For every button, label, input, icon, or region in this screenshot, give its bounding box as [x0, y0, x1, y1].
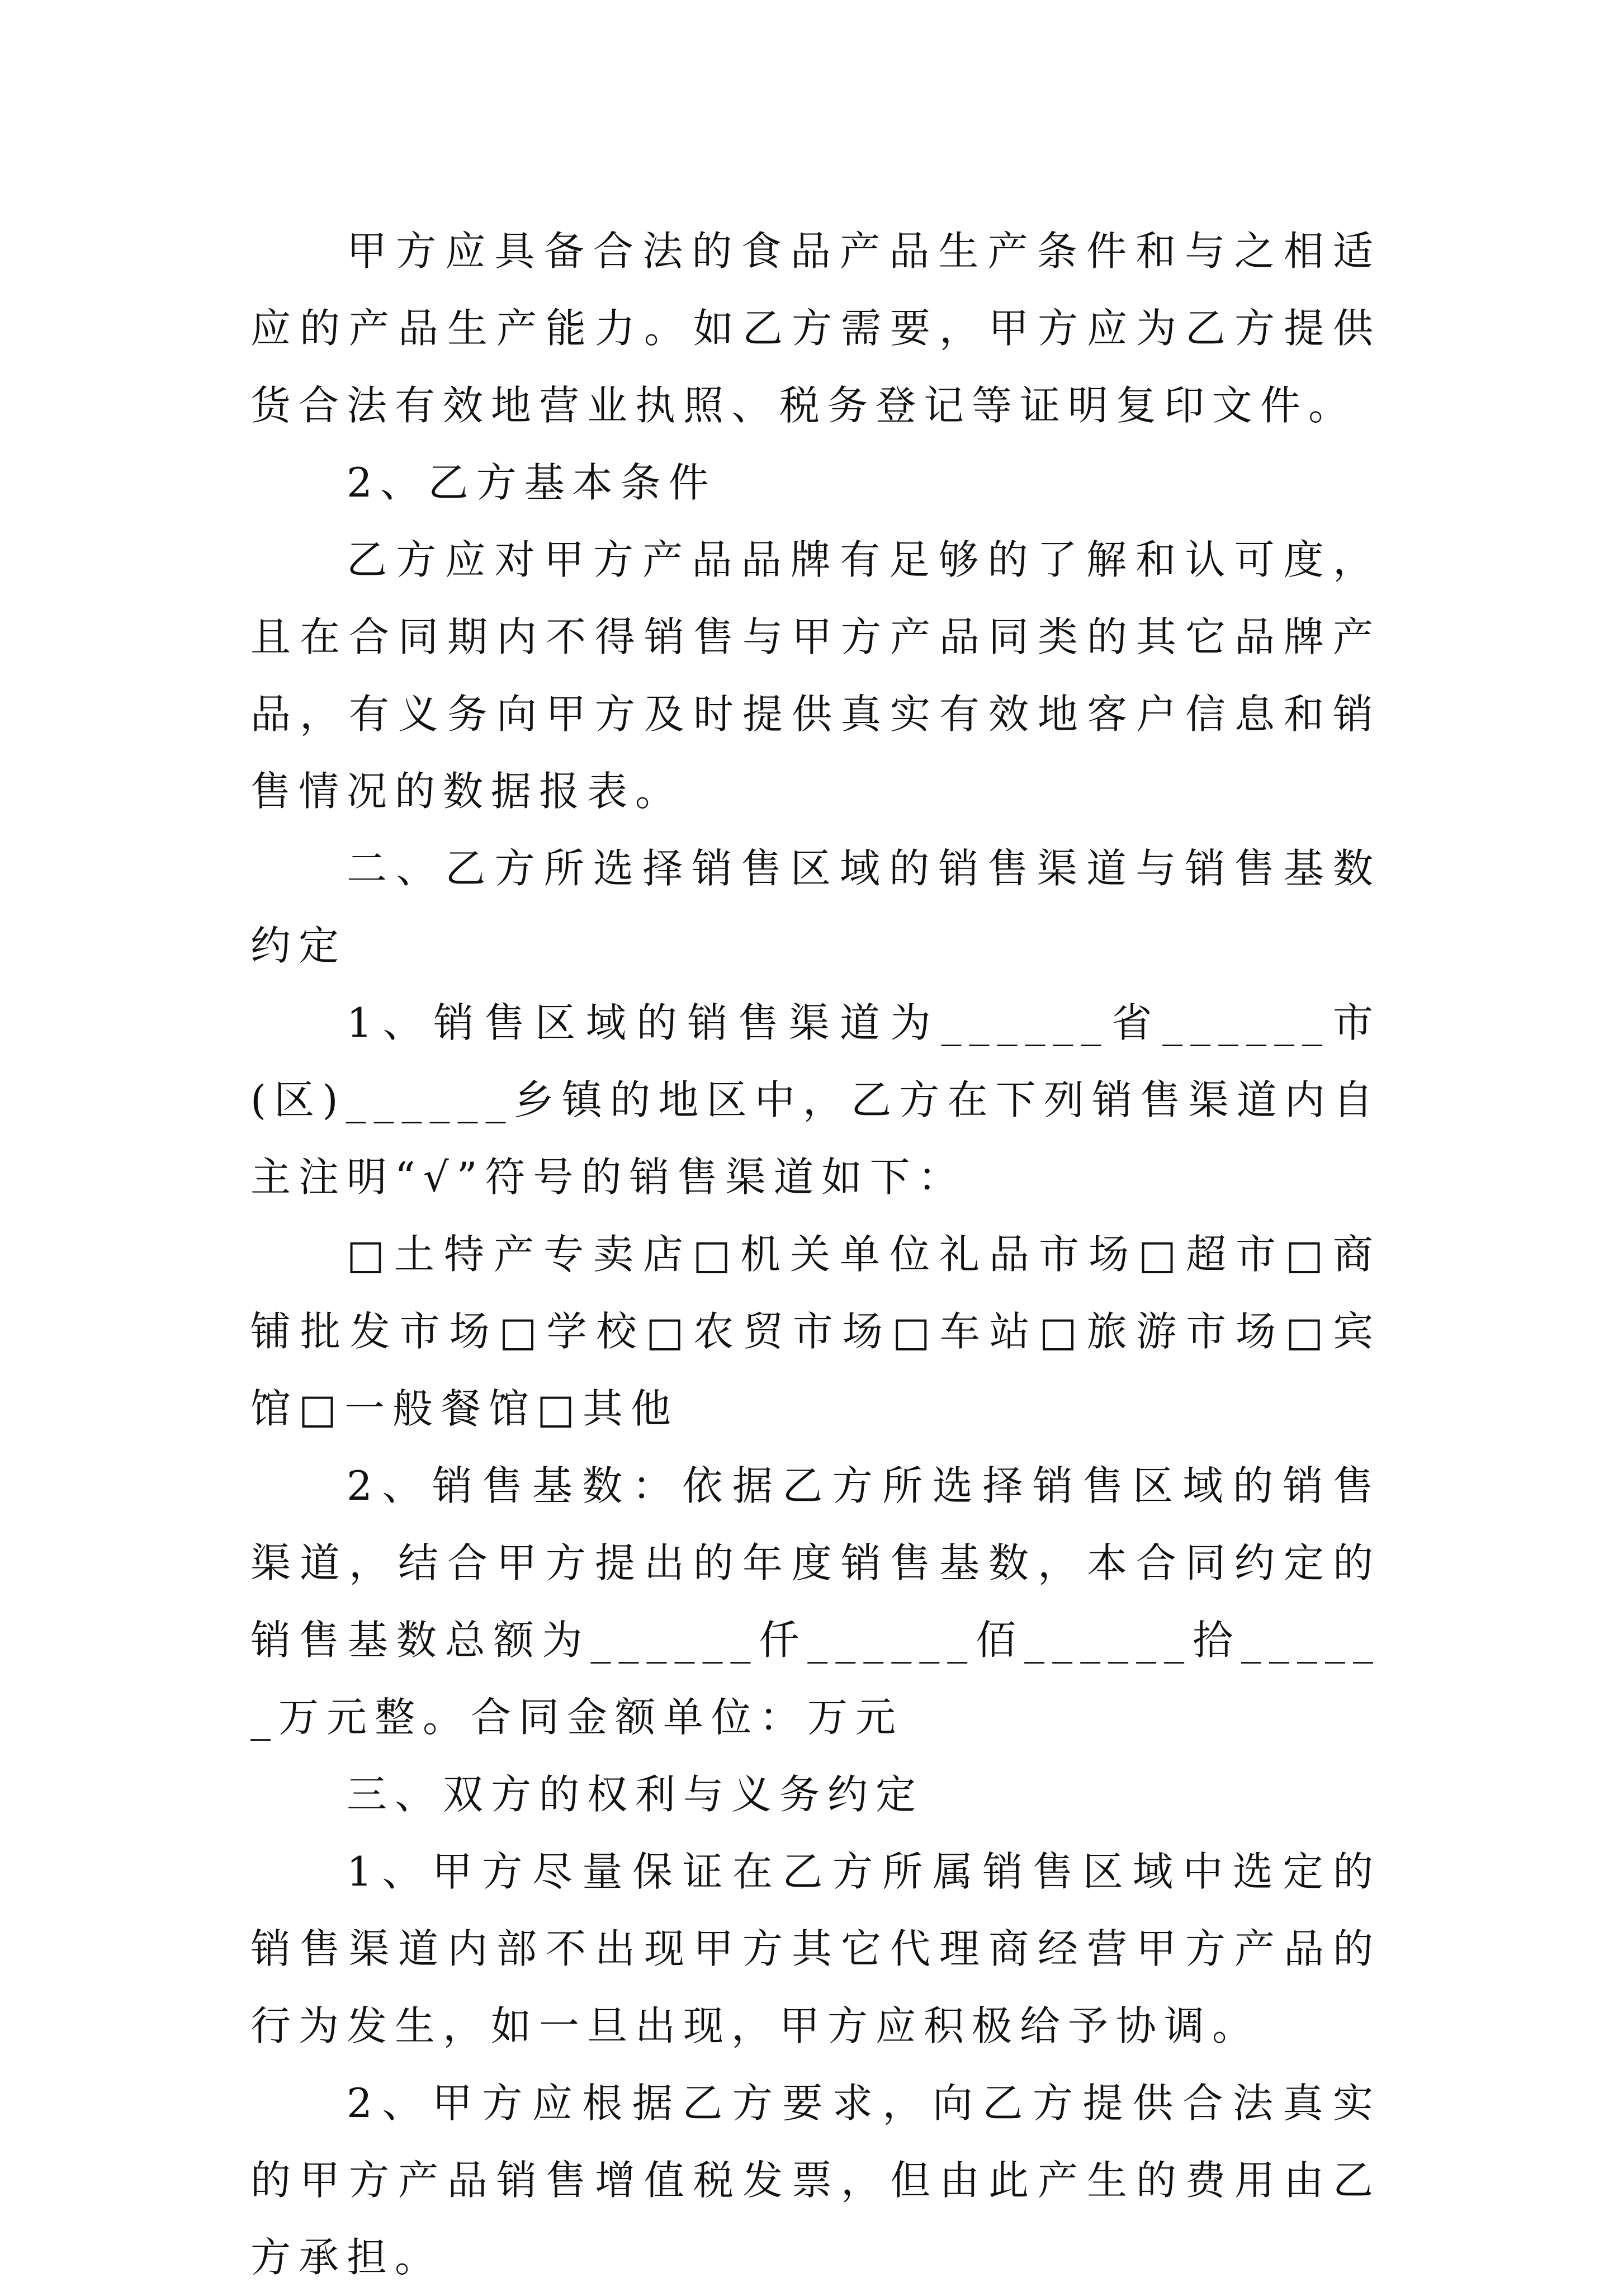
section-heading-sales-channels: 二、乙方所选择销售区域的销售渠道与销售基数约定: [250, 845, 1381, 969]
paragraph-party-a-conditions: 甲方应具备合法的食品产品生产条件和与之相适应的产品生产能力。如乙方需要，甲方应为乙方提供货合法有效地营业执照、税务登记等证明复印文件。: [250, 228, 1381, 429]
paragraph-channel-checklist: □土特产专卖店□机关单位礼品市场□超市□商铺批发市场□学校□农贸市场□车站□旅游市场□宾馆□一般餐馆□其他: [250, 1231, 1381, 1432]
paragraph-obligation-1: 1、甲方尽量保证在乙方所属销售区域中选定的销售渠道内部不出现甲方其它代理商经营甲方产品的行为发生，如一旦出现，甲方应积极给予协调。: [250, 1848, 1381, 2049]
document-body: [250, 212, 1381, 2296]
heading-party-b-conditions: 2、乙方基本条件: [347, 459, 717, 506]
paragraph-obligation-2: 2、甲方应根据乙方要求，向乙方提供合法真实的甲方产品销售增值税发票，但由此产生的费用由乙方承担。: [250, 2080, 1381, 2281]
paragraph-sales-base: 2、销售基数：依据乙方所选择销售区域的销售渠道，结合甲方提出的年度销售基数，本合同约定的销售基数总额为______仟______佰______拾______万元整。合同金额单位：万元: [250, 1462, 1381, 1741]
paragraph-party-b-conditions: 乙方应对甲方产品品牌有足够的了解和认可度，且在合同期内不得销售与甲方产品同类的其它品牌产品，有义务向甲方及时提供真实有效地客户信息和销售情况的数据报表。: [250, 536, 1381, 815]
section-heading-rights-obligations: 三、双方的权利与义务约定: [347, 1771, 924, 1818]
paragraph-sales-region: 1、销售区域的销售渠道为______省______市(区)______乡镇的地区中，乙方在下列销售渠道内自主注明“√”符号的销售渠道如下：: [250, 999, 1381, 1201]
